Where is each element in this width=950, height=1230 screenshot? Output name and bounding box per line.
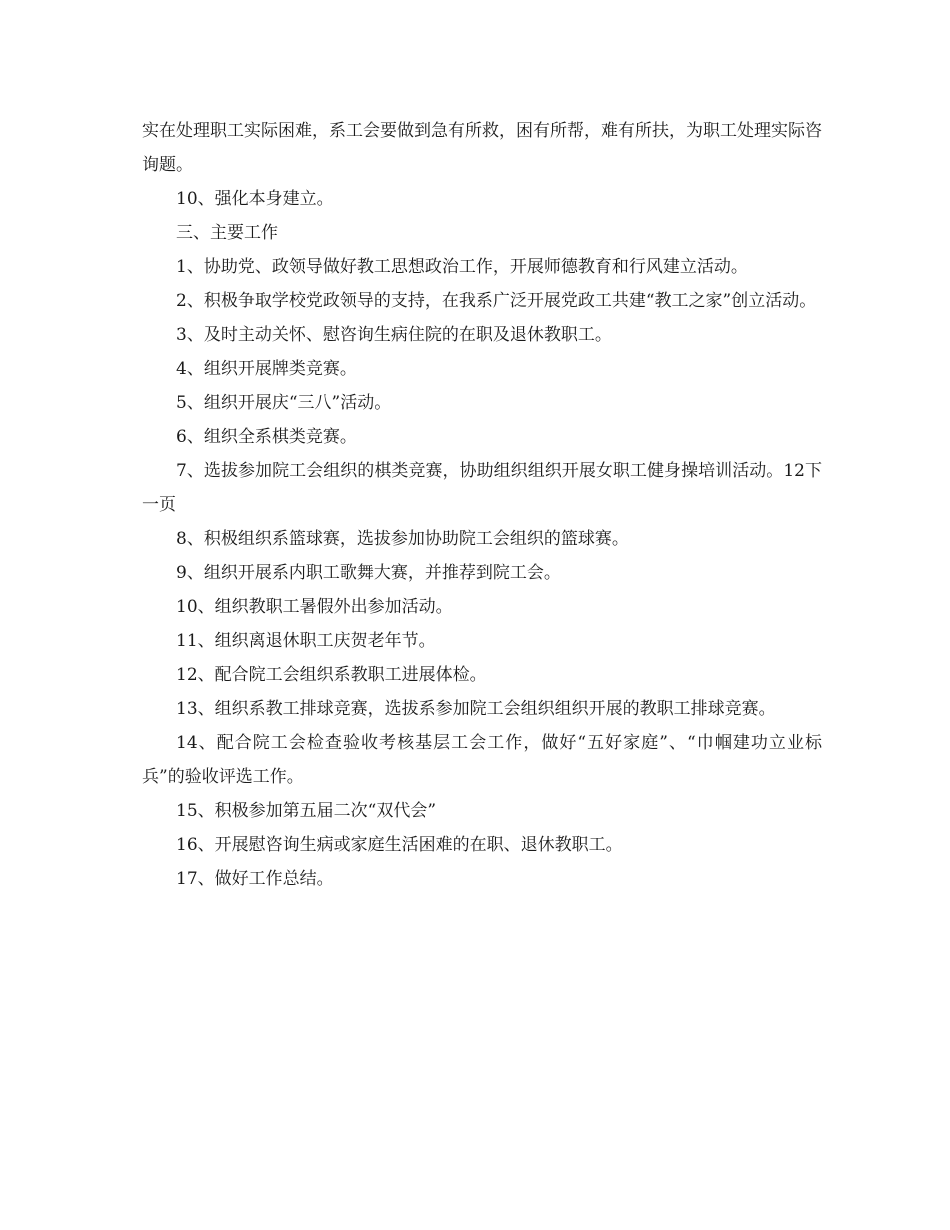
work-item-8: 8、积极组织系篮球赛，选拔参加协助院工会组织的篮球赛。 [176,529,629,549]
work-item-13: 13、组织系教工排球竞赛，选拔系参加院工会组织组织开展的教职工排球竞赛。 [176,699,776,719]
work-item-17: 17、做好工作总结。 [176,869,334,889]
paragraph-continuation: 实在处理职工实际困难，系工会要做到急有所救，困有所帮，难有所扶，为职工处理实际咨询题。 [142,121,822,175]
work-item-4: 4、组织开展牌类竞赛。 [176,359,357,379]
paragraph-item-10-self-building: 10、强化本身建立。 [176,189,334,209]
work-item-2: 2、积极争取学校党政领导的支持，在我系广泛开展党政工共建“教工之家”创立活动。 [176,291,817,311]
work-item-3: 3、及时主动关怀、慰咨询生病住院的在职及退休教职工。 [176,325,612,345]
work-item-14: 14、配合院工会检查验收考核基层工会工作，做好“五好家庭”、“巾帼建功立业标兵”的验收评选工作。 [142,733,822,787]
work-item-16: 16、开展慰咨询生病或家庭生活困难的在职、退休教职工。 [176,835,623,855]
work-item-5: 5、组织开展庆“三八”活动。 [176,393,392,413]
document-body [142,114,822,896]
work-item-12: 12、配合院工会组织系教职工进展体检。 [176,665,487,685]
work-item-10: 10、组织教职工暑假外出参加活动。 [176,597,453,617]
work-item-7: 7、选拔参加院工会组织的棋类竞赛，协助组织组织开展女职工健身操培训活动。12下一页 [142,461,822,515]
work-item-9: 9、组织开展系内职工歌舞大赛，并推荐到院工会。 [176,563,561,583]
section-heading-main-work: 三、主要工作 [176,223,278,243]
work-item-11: 11、组织离退休职工庆贺老年节。 [176,631,436,651]
work-item-1: 1、协助党、政领导做好教工思想政治工作，开展师德教育和行风建立活动。 [176,257,748,277]
work-item-6: 6、组织全系棋类竞赛。 [176,427,357,447]
work-item-15: 15、积极参加第五届二次“双代会” [176,801,437,821]
